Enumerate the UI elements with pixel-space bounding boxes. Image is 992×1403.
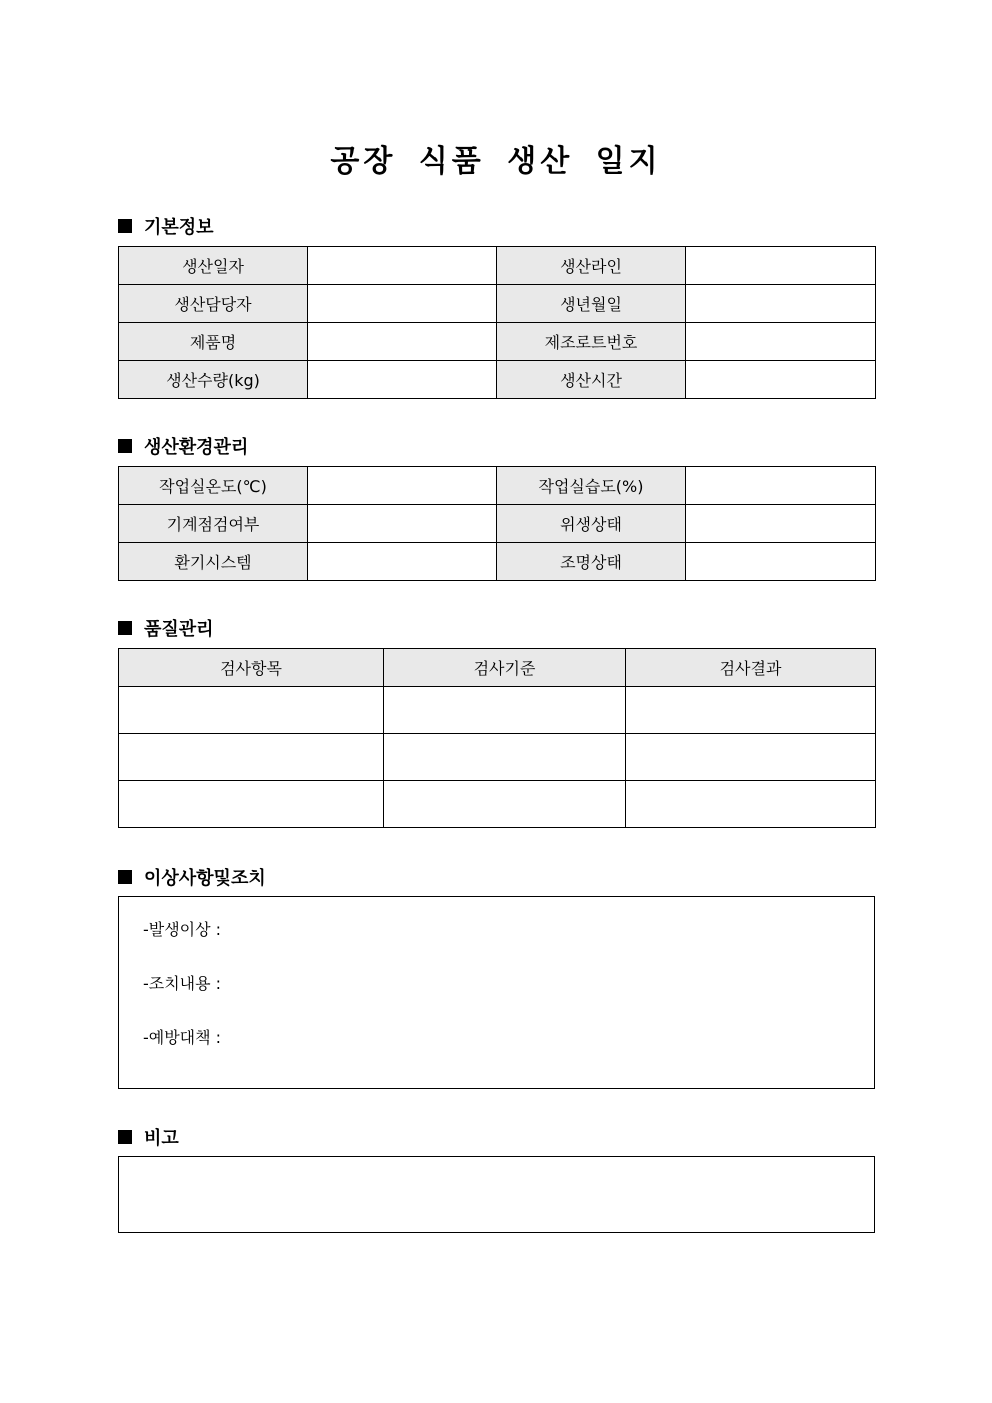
table-row [119,734,876,781]
table-row [119,543,876,581]
square-bullet-icon [118,621,132,635]
remarks-box[interactable] [118,1156,875,1233]
field-label: 환기시스템 [119,543,308,581]
issue-line-prevention: -예방대책 : [143,1028,222,1047]
table-row [119,781,876,828]
column-header: 검사항목 [119,649,384,687]
field-value[interactable] [686,323,876,361]
field-value[interactable] [308,323,497,361]
field-value[interactable] [308,505,497,543]
section-heading-environment [118,433,248,459]
field-label: 생산일자 [119,247,308,285]
section-heading-label: 이상사항및조치 [144,868,266,889]
field-label: 생산수량(kg) [119,361,308,399]
table-cell[interactable] [626,687,876,734]
section-heading-remarks [118,1124,179,1150]
field-label: 생년월일 [497,285,686,323]
table-cell[interactable] [384,734,626,781]
table-header-row [119,649,876,687]
section-heading-label: 비고 [144,1128,179,1149]
field-value[interactable] [686,285,876,323]
table-cell[interactable] [626,734,876,781]
field-value[interactable] [686,505,876,543]
field-label: 기계점검여부 [119,505,308,543]
field-label: 제품명 [119,323,308,361]
environment-table [118,466,876,581]
field-value[interactable] [308,543,497,581]
field-value[interactable] [686,467,876,505]
page-title: 공장 식품 생산 일지 [330,144,662,179]
field-value[interactable] [686,543,876,581]
table-cell[interactable] [626,781,876,828]
issue-line-action: -조치내용 : [143,974,222,993]
field-value[interactable] [308,467,497,505]
table-cell[interactable] [119,687,384,734]
field-label: 작업실습도(%) [497,467,686,505]
field-label: 생산담당자 [119,285,308,323]
table-row [119,687,876,734]
field-label: 조명상태 [497,543,686,581]
field-value[interactable] [308,361,497,399]
field-value[interactable] [686,247,876,285]
table-row [119,247,876,285]
section-heading-issues [118,864,266,890]
table-cell[interactable] [384,687,626,734]
field-label: 위생상태 [497,505,686,543]
field-label: 생산시간 [497,361,686,399]
square-bullet-icon [118,870,132,884]
table-cell[interactable] [384,781,626,828]
table-cell[interactable] [119,734,384,781]
table-row [119,467,876,505]
column-header: 검사기준 [384,649,626,687]
square-bullet-icon [118,439,132,453]
section-heading-label: 기본정보 [144,217,214,238]
field-value[interactable] [308,247,497,285]
field-label: 제조로트번호 [497,323,686,361]
field-label: 생산라인 [497,247,686,285]
field-value[interactable] [686,361,876,399]
column-header: 검사결과 [626,649,876,687]
section-heading-quality [118,615,214,641]
square-bullet-icon [118,1130,132,1144]
table-cell[interactable] [119,781,384,828]
issues-box[interactable] [118,896,875,1089]
field-value[interactable] [308,285,497,323]
basic-info-table [118,246,876,399]
table-row [119,505,876,543]
issue-line-occurrence: -발생이상 : [143,920,222,939]
section-heading-label: 품질관리 [144,619,214,640]
field-label: 작업실온도(℃) [119,467,308,505]
table-row [119,285,876,323]
section-heading-label: 생산환경관리 [144,437,249,458]
square-bullet-icon [118,219,132,233]
table-row [119,361,876,399]
table-row [119,323,876,361]
section-heading-basic [118,213,214,239]
quality-table [118,648,876,828]
